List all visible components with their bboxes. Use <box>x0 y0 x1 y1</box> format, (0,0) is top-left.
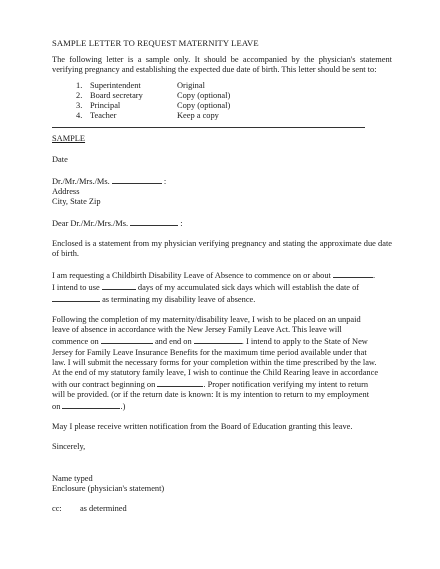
list-item-recipient: Principal <box>90 101 121 111</box>
list-item-number: 2. <box>76 91 83 101</box>
request-line-2b: days of my accumulated sick days which will establish the date of <box>137 283 360 293</box>
list-item-copy: Original <box>177 81 205 91</box>
list-item-number: 4. <box>76 111 83 121</box>
divider-rule <box>52 127 365 128</box>
unpaid-leave-end-blank <box>194 335 242 344</box>
unpaid-leave-start-blank <box>101 335 153 344</box>
salutation-prefix: Dear Dr./Mr./Mrs./Ms. <box>52 218 129 228</box>
distribution-list <box>52 81 392 121</box>
letter-page <box>52 38 392 514</box>
addressee-line <box>52 175 392 187</box>
notify-paragraph: May I please receive written notification from the Board of Education granting this leave. <box>52 422 353 432</box>
enclosure-line: Enclosure (physician's statement) <box>52 484 165 494</box>
address-line: Address <box>52 186 80 196</box>
cc-line <box>52 504 392 514</box>
list-item-copy: Copy (optional) <box>177 101 231 111</box>
salutation-name-blank <box>130 217 178 226</box>
request-line-3: as terminating my disability leave of absence. <box>102 295 256 305</box>
addressee-prefix: Dr./Mr./Mrs./Ms. <box>52 176 110 186</box>
return-date-blank <box>62 400 120 409</box>
following-paragraph: Following the completion of my maternity/disability leave, I wish to be placed on an unpaid leave of absence in accordance with the New Jersey Family Leave Act. This leave will commence on and end on . I intend to apply to the State of New Jersey for Family Leave Insurance Benefits for the maximum time period available under that law. I will submit the necessary forms for your completion within the time prescribed by the law. At the end of my statutory family leave, I wish to continue the Child Rearing leave in accordance with our contract beginning on . Proper notification verifying my intent to return will be provided. (or if the return date is known: It is my intention to return to my employment on .) <box>52 315 379 411</box>
request-line-2a: I intend to use <box>52 283 100 293</box>
date-label: Date <box>52 154 68 164</box>
termination-date-blank <box>52 293 100 302</box>
request-line-1: I am requesting a Childbirth Disability Leave of Absence to commence on or about <box>52 271 331 281</box>
cc-label: cc: <box>52 504 62 514</box>
list-item-recipient: Board secretary <box>90 91 143 101</box>
salutation-line <box>52 217 392 229</box>
list-item-number: 3. <box>76 101 83 111</box>
city-state-zip-line: City, State Zip <box>52 196 101 206</box>
request-paragraph: I am requesting a Childbirth Disability Leave of Absence to commence on or about . I intend to use days of my accumulated sick days which will establish the date of as terminating my disability leave of absence. <box>52 271 376 305</box>
name-typed: Name typed <box>52 474 93 484</box>
list-item <box>52 101 392 111</box>
list-item <box>52 81 392 91</box>
list-item-recipient: Teacher <box>90 111 117 121</box>
addressee-suffix: : <box>163 176 167 186</box>
intro-paragraph: The following letter is a sample only. It should be accompanied by the physician's statement verifying pregnancy and establishing the expected due date of birth. This letter should be sent to: <box>52 55 392 75</box>
addressee-name-blank <box>112 175 162 184</box>
sample-heading: SAMPLE <box>52 134 86 144</box>
list-item <box>52 91 392 101</box>
list-item-copy: Copy (optional) <box>177 91 231 101</box>
commence-date-blank <box>333 269 373 278</box>
list-item <box>52 111 392 121</box>
list-item-copy: Keep a copy <box>177 111 219 121</box>
cc-value: as determined <box>79 504 127 514</box>
salutation-suffix: : <box>180 218 183 228</box>
sick-days-blank <box>102 281 136 290</box>
closing: Sincerely, <box>52 442 86 452</box>
child-rearing-start-blank <box>157 378 203 387</box>
list-item-recipient: Superintendent <box>90 81 141 91</box>
enclosed-paragraph: Enclosed is a statement from my physician verifying pregnancy and stating the approximate due date of birth. <box>52 238 392 259</box>
page-title: SAMPLE LETTER TO REQUEST MATERNITY LEAVE <box>52 38 259 48</box>
list-item-number: 1. <box>76 81 83 91</box>
